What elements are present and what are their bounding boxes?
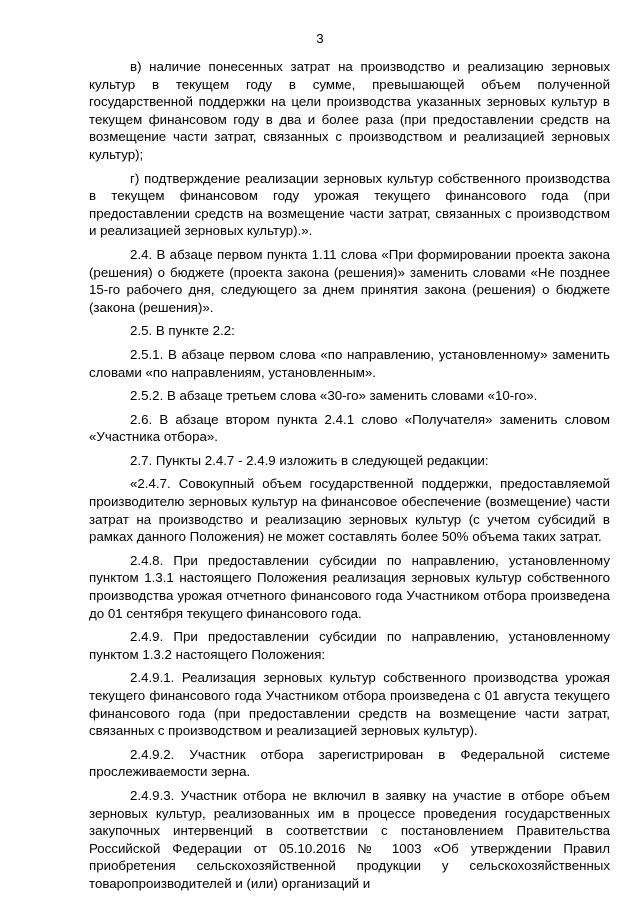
document-body (89, 58, 610, 899)
paragraph: 2.4.9.3. Участник отбора не включил в заявку на участие в отборе объем зерновых культур, реализованных им в процессе проведения государственных закупочных интервенций в соответствии с постановлением Правительства Российской Федерации от 05.10.2016 № 1003 «Об утверждении Правил приобретения сельскохозяйственной продукции у сельскохозяйственных товаропроизводителей и (или) организаций и (89, 787, 610, 891)
paragraph: 2.4.9. При предоставлении субсидии по направлению, установленному пунктом 1.3.2 настоящего Положения: (89, 629, 610, 662)
paragraph: «2.4.7. Совокупный объем государственной поддержки, предоставляемой производителю зерновых культур на финансовое обеспечение (возмещение) части затрат на производство и реализацию зерновых культур (с учетом субсидий в рамках данного Положения) не может составлять более 50% объема таких затрат. (89, 476, 610, 545)
paragraph: 2.5.1. В абзаце первом слова «по направлению, установленному» заменить словами «по направлениям, установленным». (89, 346, 610, 380)
paragraph: г) подтверждение реализации зерновых культур собственного производства в текущем финансовом году урожая текущего финансового года (при предоставлении средств на возмещение части затрат, связанных с производством и реализацией зерновых культур).». (89, 170, 610, 239)
page-number: 3 (316, 31, 324, 46)
paragraph: 2.4.8. При предоставлении субсидии по направлению, установленному пунктом 1.3.1 настоящего Положения реализация зерновых культур собственного производства урожая отчетного финансового года Участником отбора произведена до 01 сентября текущего финансового года. (89, 552, 610, 621)
paragraph: 2.6. В абзаце втором пункта 2.4.1 слово «Получателя» заменить словом «Участника отбора». (89, 411, 610, 445)
paragraph: 2.4.9.1. Реализация зерновых культур собственного производства урожая текущего финансового года Участником отбора произведена с 01 августа текущего финансового года (при предоставлении средств на возмещение части затрат, связанных с производством и реализацией зерновых культур). (89, 670, 610, 739)
paragraph: 2.5. В пункте 2.2: (130, 323, 235, 339)
paragraph: 2.7. Пункты 2.4.7 - 2.4.9 изложить в следующей редакции: (130, 452, 489, 468)
paragraph: 2.4. В абзаце первом пункта 1.11 слова «При формировании проекта закона (решения) о бюджете (проекта закона (решения)» заменить словами «Не позднее 15-го рабочего дня, следующего за днем принятия закона (решения) о бюджете (закона (решения)». (89, 246, 610, 315)
paragraph: в) наличие понесенных затрат на производство и реализацию зерновых культур в текущем году в сумме, превышающей объем полученной государственной поддержки на цели производства указанных зерновых культур в текущем финансовом году в два и более раза (при предоставлении средств на возмещение части затрат, связанных с производством и реализацией зерновых культур); (89, 59, 610, 162)
paragraph: 2.4.9.2. Участник отбора зарегистрирован в Федеральной системе прослеживаемости зерна. (89, 746, 610, 780)
paragraph: 2.5.2. В абзаце третьем слова «30-го» заменить словами «10-го». (130, 388, 538, 404)
